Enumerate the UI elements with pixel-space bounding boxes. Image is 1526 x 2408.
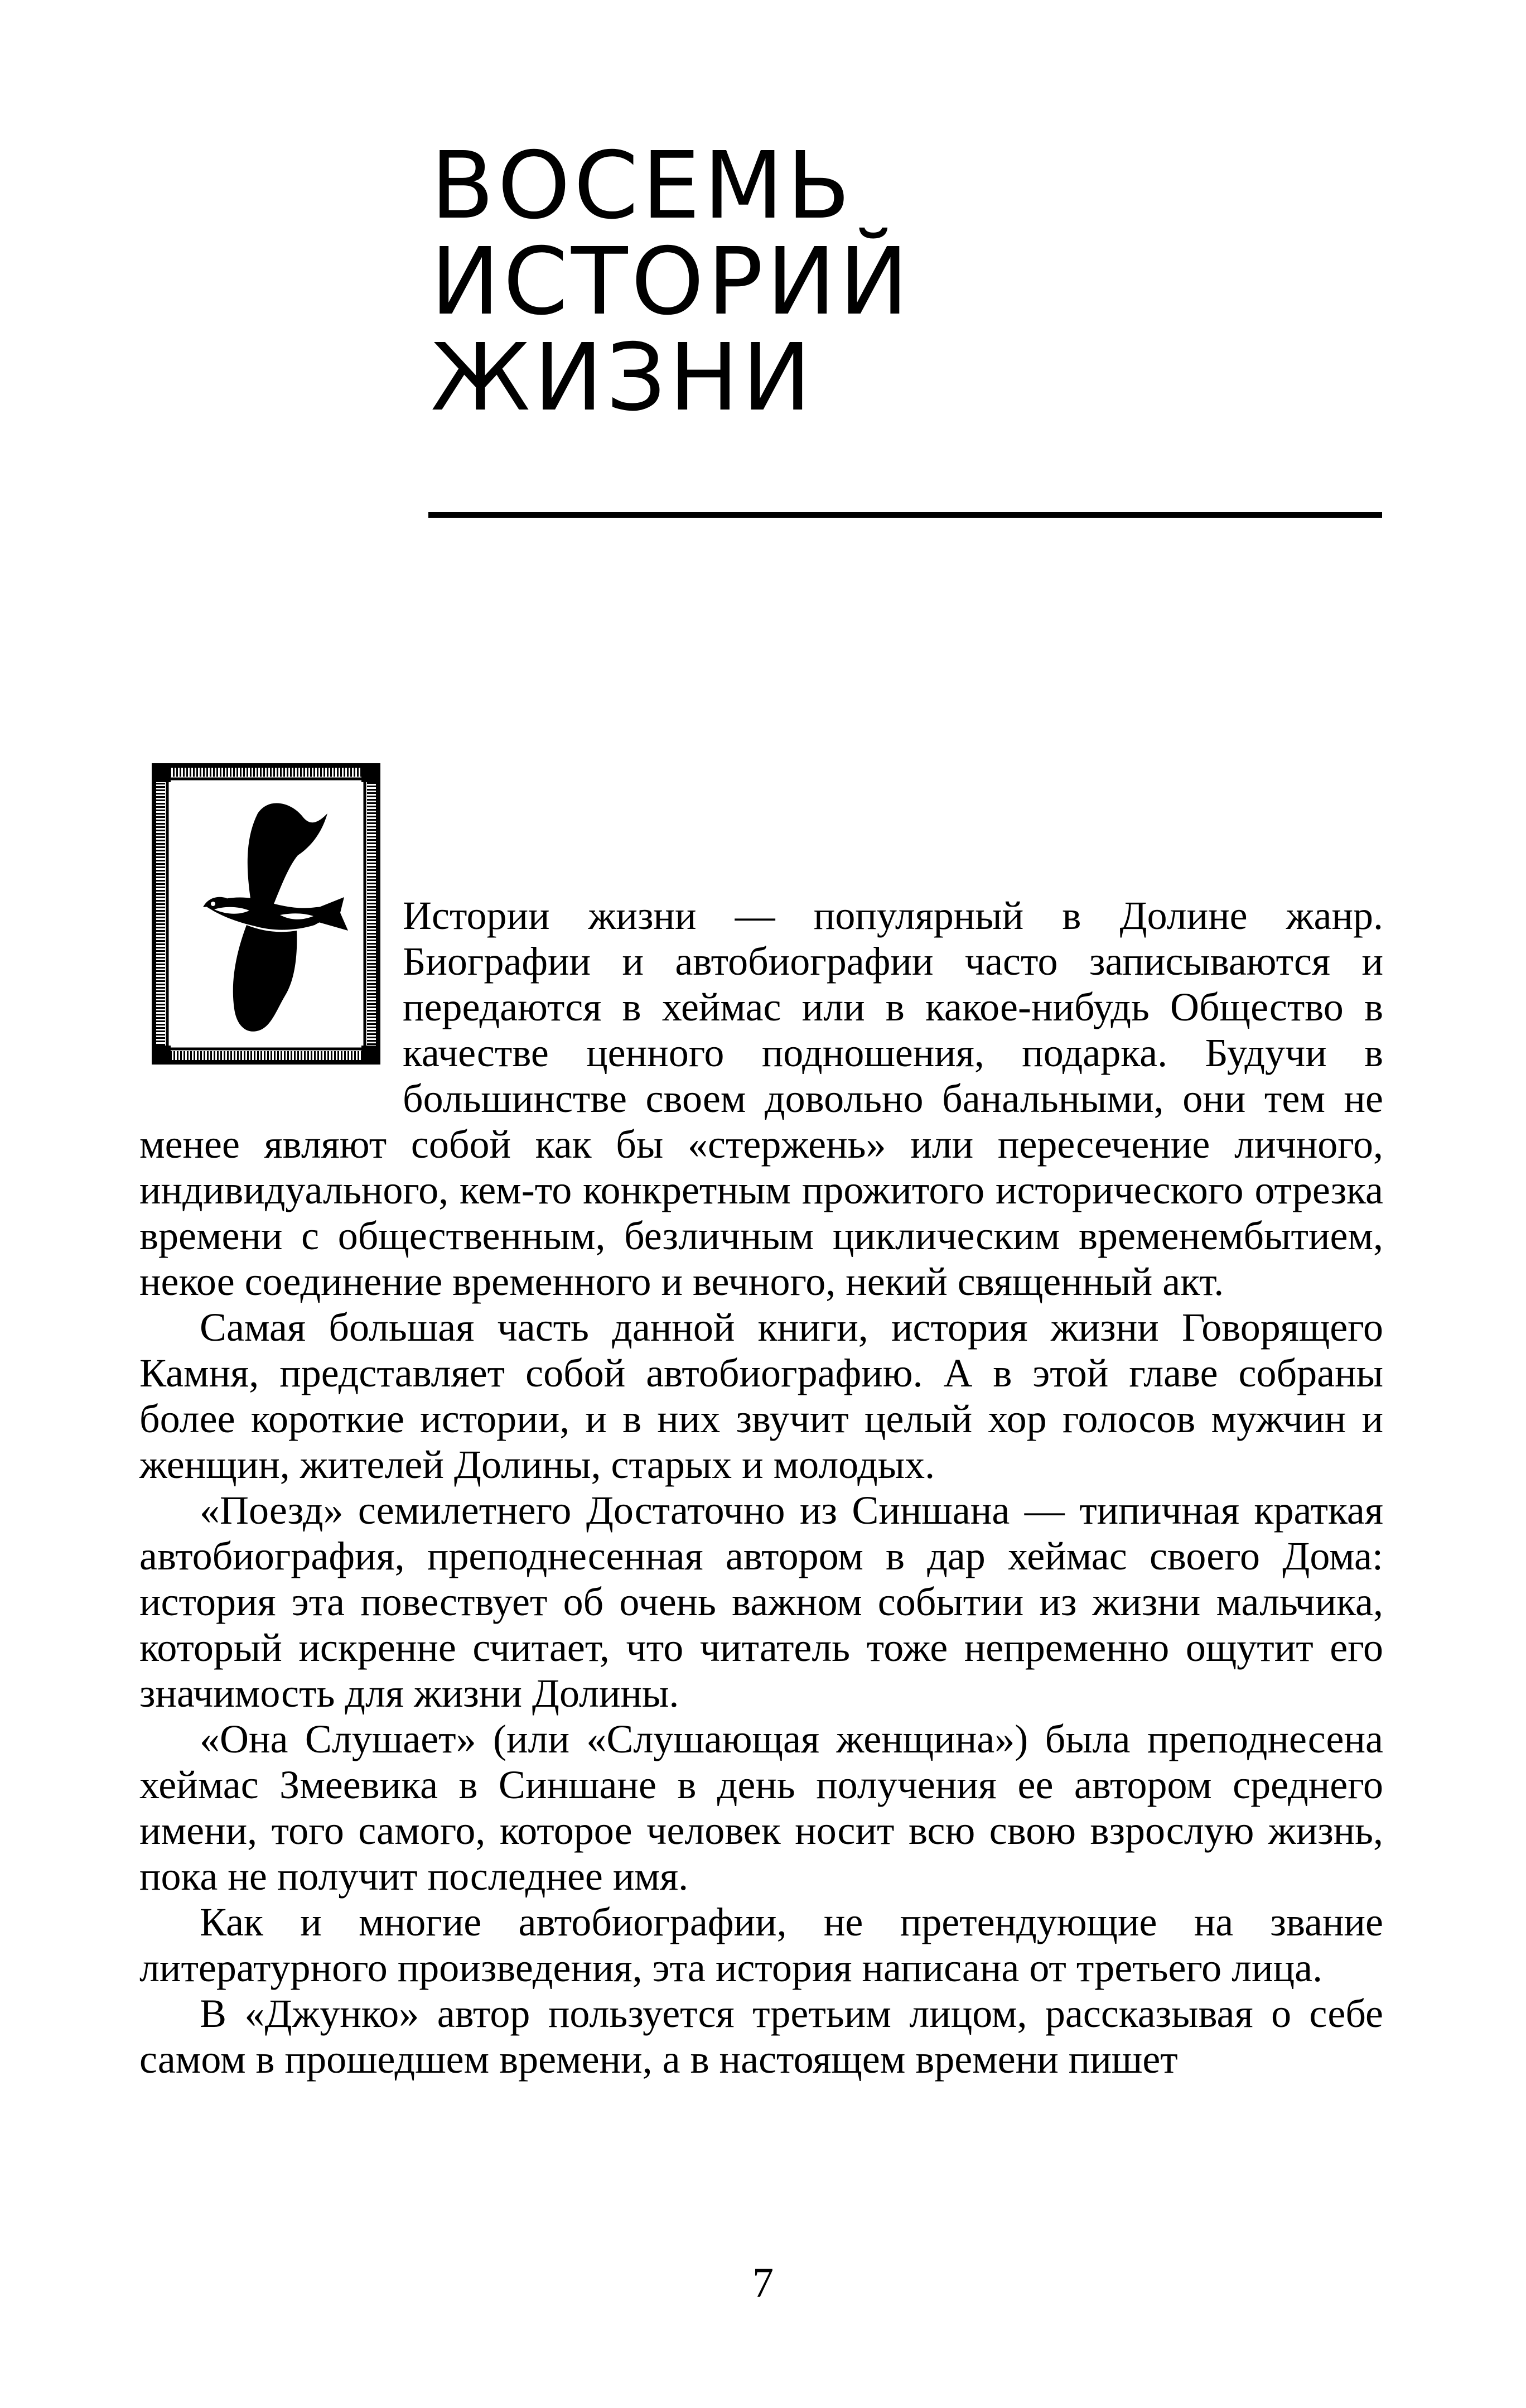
paragraph: «Она Слушает» (или «Слушающая женщина») была преподнесена хеймас Змеевика в Синшане в день получения ее автором среднего имени, того самого, которое человек носит всю свою взрослую жизнь, пока не получит последнее имя. (139, 1717, 1383, 1899)
page-number: 7 (752, 2260, 774, 2306)
ornament-spacer (139, 893, 403, 1081)
paragraph: «Поезд» семилетнего Достаточно из Синшана — типичная краткая автобиография, преподнесенная автором в дар хеймас своего Дома: история эта повествует об очень важном событии из жизни мальчика, который искренне считает, что читатель тоже непременно ощутит его значимость для жизни Долины. (139, 1488, 1383, 1716)
chapter-title-line: ВОСЕМЬ (431, 132, 854, 240)
chapter-title-line: ИСТОРИЙ (431, 228, 912, 336)
body-text (139, 893, 1383, 2082)
paragraph: В «Джунко» автор пользуется третьим лицом, рассказывая о себе самом в прошедшем времени, а в настоящем времени пишет (139, 1991, 1383, 2082)
paragraph: Самая большая часть данной книги, история жизни Говорящего Камня, представляет собой автобиографию. А в этой главе собраны более короткие истории, и в них звучит целый хор голосов мужчин и женщин, жителей Долины, старых и молодых. (139, 1305, 1383, 1487)
paragraph: Истории жизни — популярный в Долине жанр. Биографии и автобиографии часто записываются и передаются в хеймас или в какое-нибудь Общество в качестве ценного подношения, подарка. Будучи в большинстве своем довольно банальными, они тем не менее являют собой как бы «стержень» или пересечение личного, индивидуального, кем-то конкретным прожитого исторического отрезка времени с общественным, безличным циклическим временембытием, некое соединение временного и вечного, некий священный акт. (139, 893, 1383, 1304)
title-divider (428, 512, 1382, 518)
chapter-title (431, 132, 912, 432)
chapter-title-line: ЖИЗНИ (431, 324, 815, 432)
paragraph: Как и многие автобиографии, не претендующие на звание литературного произведения, эта история написана от третьего лица. (139, 1900, 1383, 1990)
